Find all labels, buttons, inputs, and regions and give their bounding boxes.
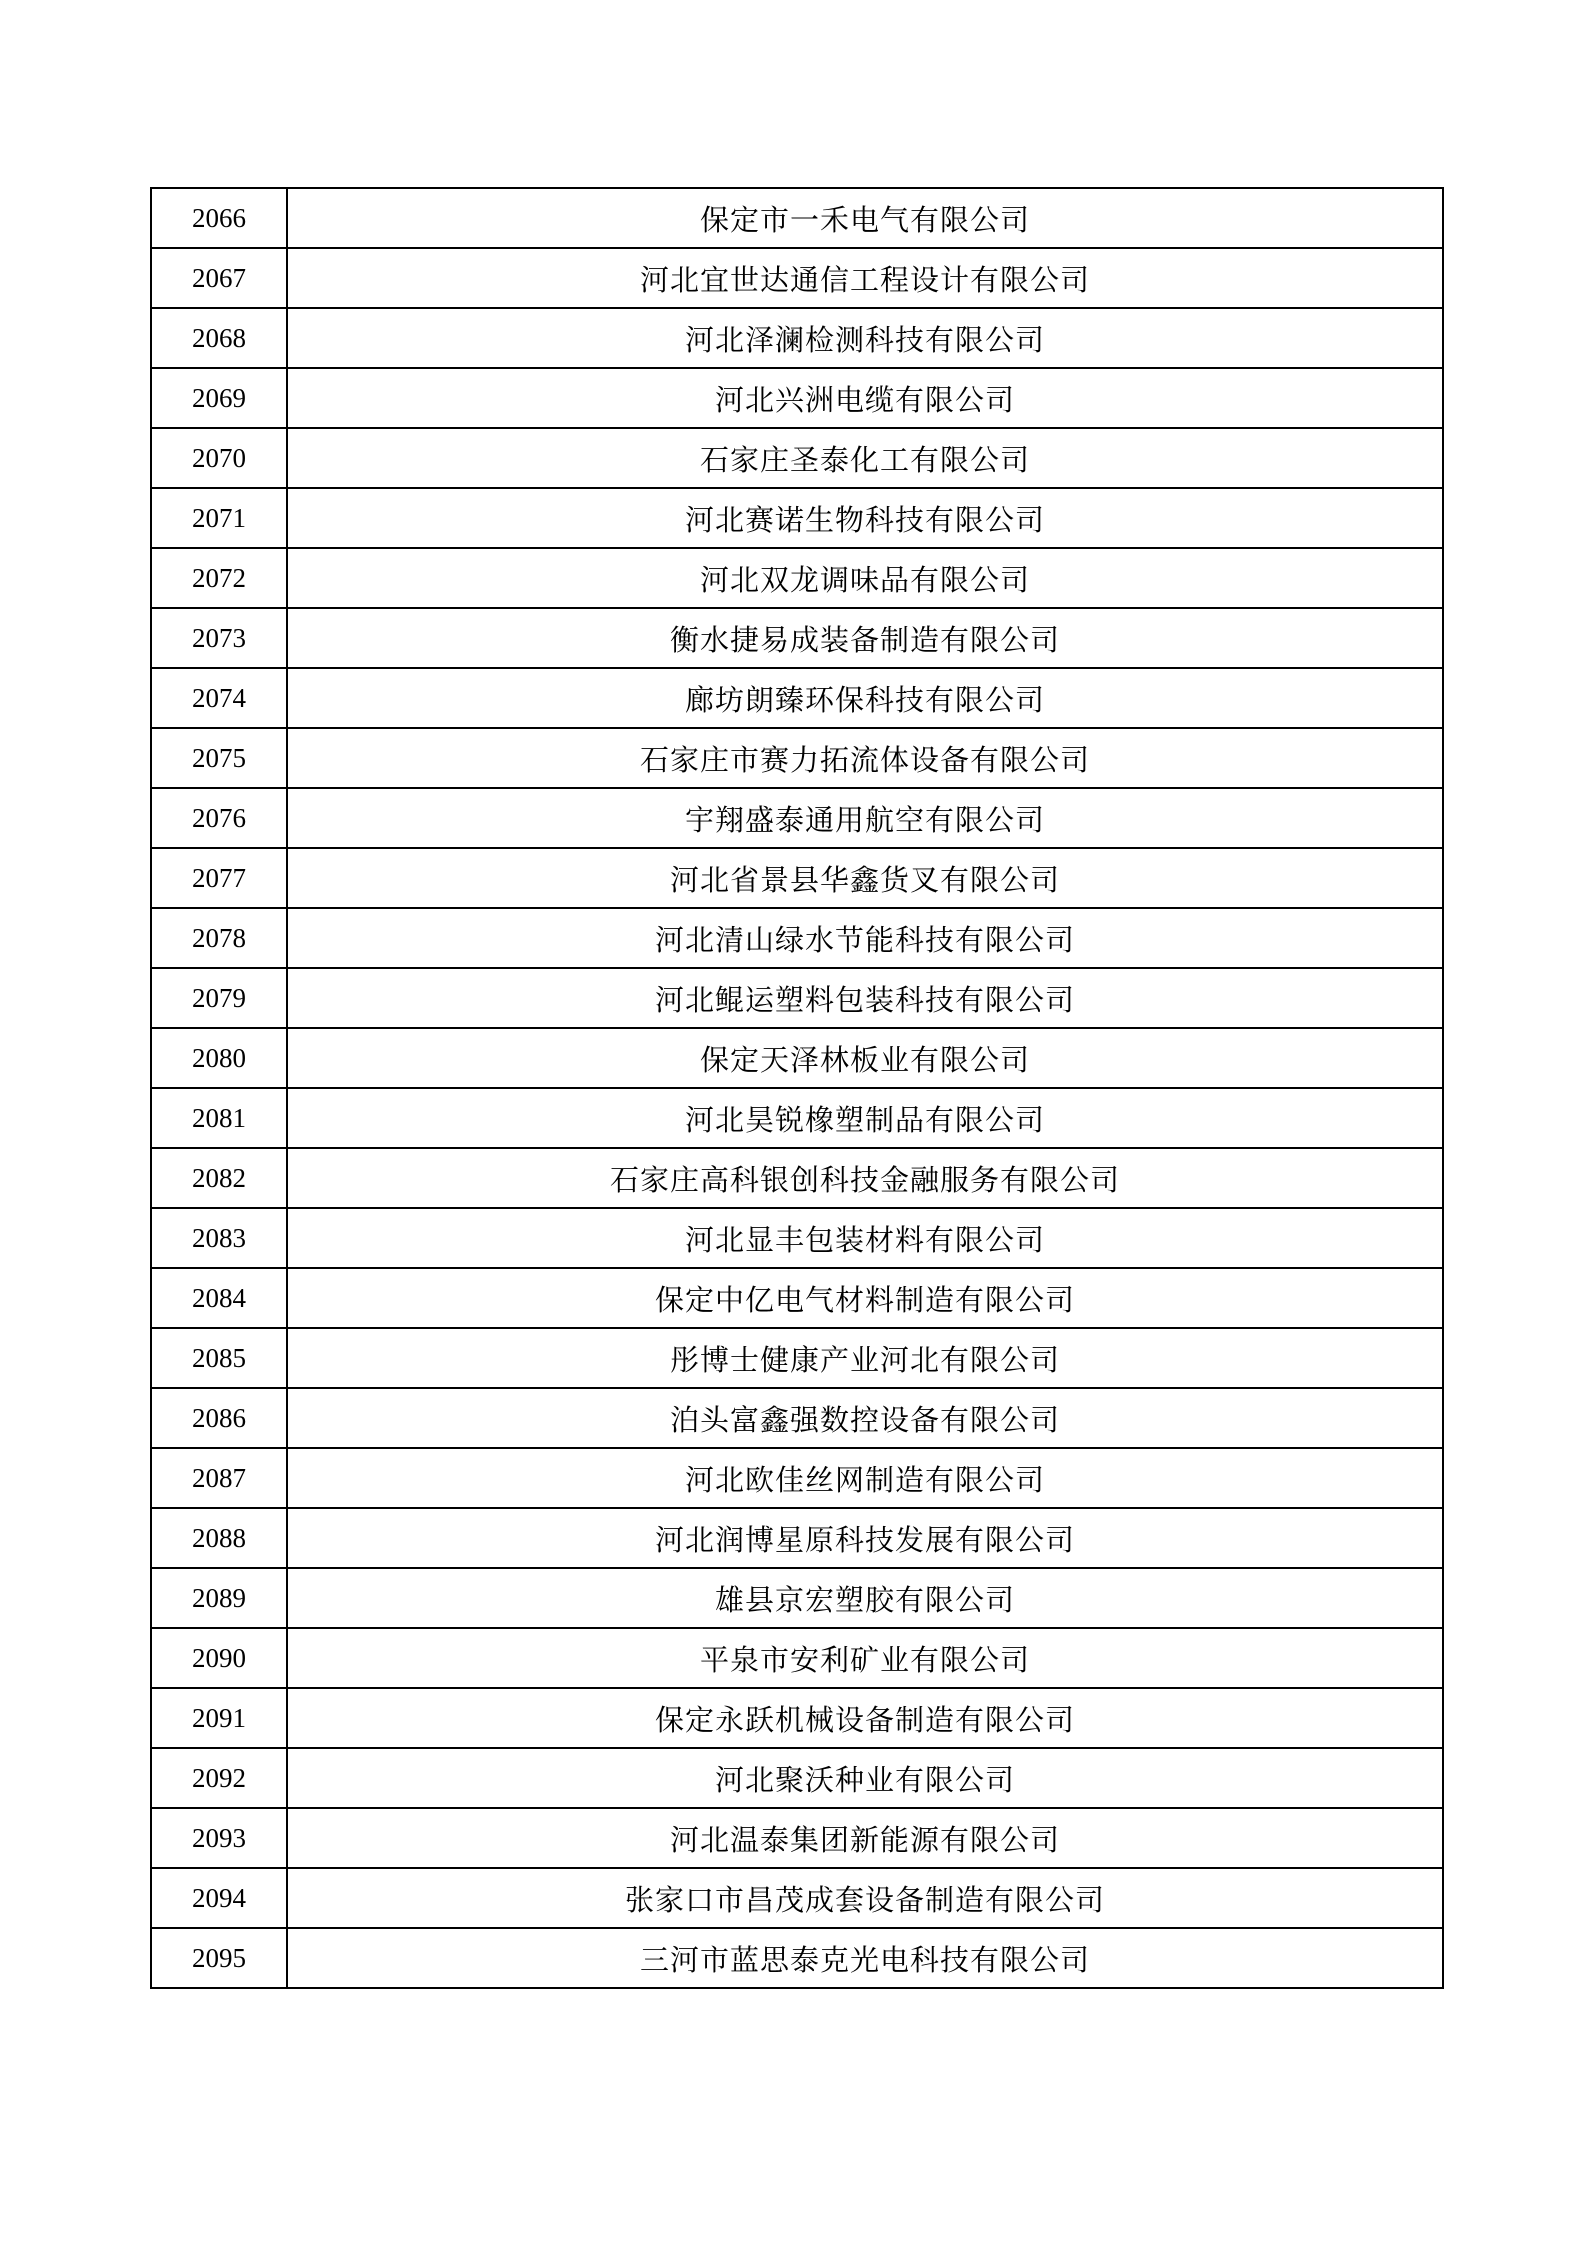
table-row	[151, 848, 1443, 908]
table-row	[151, 1688, 1443, 1748]
row-number: 2088	[151, 1508, 287, 1568]
table-row	[151, 428, 1443, 488]
row-number: 2092	[151, 1748, 287, 1808]
company-name: 平泉市安利矿业有限公司	[287, 1628, 1443, 1688]
company-name: 河北省景县华鑫货叉有限公司	[287, 848, 1443, 908]
row-number: 2090	[151, 1628, 287, 1688]
table-row	[151, 1088, 1443, 1148]
company-name: 河北欧佳丝网制造有限公司	[287, 1448, 1443, 1508]
company-name: 河北润博星原科技发展有限公司	[287, 1508, 1443, 1568]
company-name: 保定中亿电气材料制造有限公司	[287, 1268, 1443, 1328]
company-name: 宇翔盛泰通用航空有限公司	[287, 788, 1443, 848]
company-name: 泊头富鑫强数控设备有限公司	[287, 1388, 1443, 1448]
row-number: 2073	[151, 608, 287, 668]
row-number: 2091	[151, 1688, 287, 1748]
row-number: 2082	[151, 1148, 287, 1208]
row-number: 2084	[151, 1268, 287, 1328]
company-name: 河北聚沃种业有限公司	[287, 1748, 1443, 1808]
row-number: 2068	[151, 308, 287, 368]
table-row	[151, 1808, 1443, 1868]
company-name: 三河市蓝思泰克光电科技有限公司	[287, 1928, 1443, 1988]
row-number: 2086	[151, 1388, 287, 1448]
table-row	[151, 668, 1443, 728]
company-name: 河北泽澜检测科技有限公司	[287, 308, 1443, 368]
row-number: 2070	[151, 428, 287, 488]
row-number: 2087	[151, 1448, 287, 1508]
row-number: 2075	[151, 728, 287, 788]
company-name: 保定市一禾电气有限公司	[287, 188, 1443, 248]
table-row	[151, 488, 1443, 548]
company-name: 河北赛诺生物科技有限公司	[287, 488, 1443, 548]
table-row	[151, 1208, 1443, 1268]
company-name: 保定永跃机械设备制造有限公司	[287, 1688, 1443, 1748]
table-row	[151, 1628, 1443, 1688]
table-row	[151, 1268, 1443, 1328]
company-name: 河北双龙调味品有限公司	[287, 548, 1443, 608]
table-row	[151, 728, 1443, 788]
table-row	[151, 1148, 1443, 1208]
table-row	[151, 968, 1443, 1028]
company-name: 河北温泰集团新能源有限公司	[287, 1808, 1443, 1868]
company-name: 石家庄圣泰化工有限公司	[287, 428, 1443, 488]
company-name: 河北清山绿水节能科技有限公司	[287, 908, 1443, 968]
table-row	[151, 608, 1443, 668]
row-number: 2072	[151, 548, 287, 608]
row-number: 2081	[151, 1088, 287, 1148]
row-number: 2074	[151, 668, 287, 728]
company-name: 石家庄高科银创科技金融服务有限公司	[287, 1148, 1443, 1208]
company-name: 河北鲲运塑料包装科技有限公司	[287, 968, 1443, 1028]
table-row	[151, 1028, 1443, 1088]
company-name: 衡水捷易成装备制造有限公司	[287, 608, 1443, 668]
company-name: 张家口市昌茂成套设备制造有限公司	[287, 1868, 1443, 1928]
row-number: 2093	[151, 1808, 287, 1868]
row-number: 2095	[151, 1928, 287, 1988]
row-number: 2079	[151, 968, 287, 1028]
company-name: 彤博士健康产业河北有限公司	[287, 1328, 1443, 1388]
row-number: 2067	[151, 248, 287, 308]
table-row	[151, 248, 1443, 308]
row-number: 2089	[151, 1568, 287, 1628]
row-number: 2080	[151, 1028, 287, 1088]
table-row	[151, 1928, 1443, 1988]
table-row	[151, 1568, 1443, 1628]
table-body	[151, 188, 1443, 1988]
table-row	[151, 548, 1443, 608]
row-number: 2077	[151, 848, 287, 908]
table-row	[151, 1868, 1443, 1928]
table-row	[151, 1748, 1443, 1808]
table-row	[151, 368, 1443, 428]
row-number: 2078	[151, 908, 287, 968]
company-name: 廊坊朗臻环保科技有限公司	[287, 668, 1443, 728]
row-number: 2076	[151, 788, 287, 848]
company-list-table	[150, 187, 1444, 1989]
company-name: 河北显丰包装材料有限公司	[287, 1208, 1443, 1268]
company-name: 河北兴洲电缆有限公司	[287, 368, 1443, 428]
company-name: 保定天泽林板业有限公司	[287, 1028, 1443, 1088]
company-name: 河北昊锐橡塑制品有限公司	[287, 1088, 1443, 1148]
row-number: 2069	[151, 368, 287, 428]
table-row	[151, 1328, 1443, 1388]
company-name: 石家庄市赛力拓流体设备有限公司	[287, 728, 1443, 788]
table-row	[151, 308, 1443, 368]
company-name: 河北宜世达通信工程设计有限公司	[287, 248, 1443, 308]
table-row	[151, 1508, 1443, 1568]
row-number: 2083	[151, 1208, 287, 1268]
company-name: 雄县京宏塑胶有限公司	[287, 1568, 1443, 1628]
row-number: 2071	[151, 488, 287, 548]
row-number: 2066	[151, 188, 287, 248]
table-row	[151, 188, 1443, 248]
table-row	[151, 1448, 1443, 1508]
table-row	[151, 1388, 1443, 1448]
table-row	[151, 788, 1443, 848]
row-number: 2085	[151, 1328, 287, 1388]
table-row	[151, 908, 1443, 968]
row-number: 2094	[151, 1868, 287, 1928]
